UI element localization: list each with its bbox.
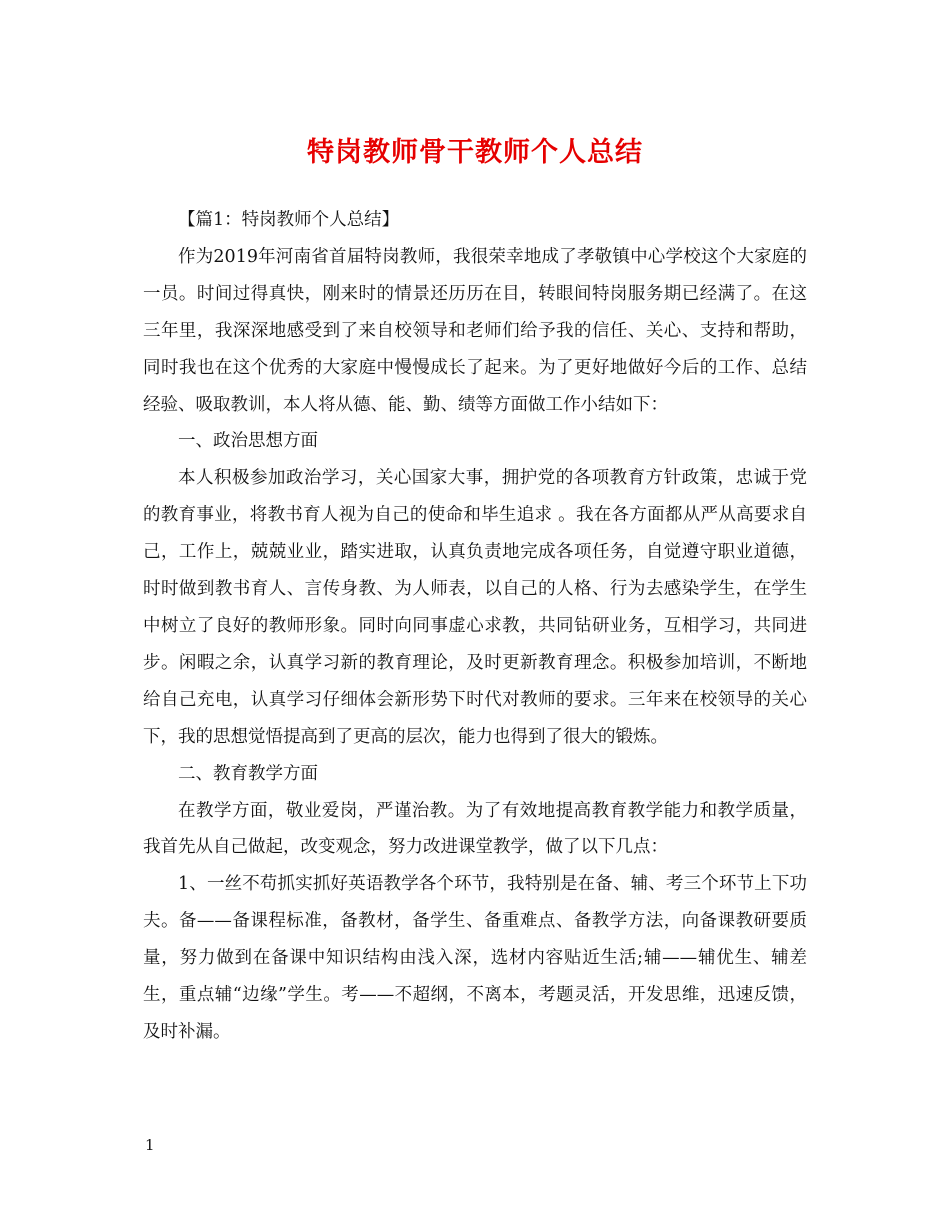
section-heading: 二、教育教学方面 [178, 763, 318, 784]
section-heading: 一、政治思想方面 [178, 431, 318, 452]
paragraph: 在教学方面，敬业爱岗，严谨治教。为了有效地提高教育教学能力和教学质量，我首先从自己做起，改变观念，努力改进课堂教学，做了以下几点： [143, 800, 807, 858]
paragraph: 本人积极参加政治学习，关心国家大事，拥护党的各项教育方针政策，忠诚于党的教育事业，将教书育人视为自己的使命和毕生追求 。我在各方面都从严从高要求自己，工作上，兢兢业业，踏实进取，认真负责地完成各项任务，自觉遵守职业道德，时时做到教书育人、言传身教、为人师表，以自己的人格、行为去感染学生，在学生中树立了良好的教师形象。同时向同事虚心求教，共同钻研业务，互相学习，共同进步。闲暇之余，认真学习新的教育理论，及时更新教育理念。积极参加培训，不断地给自己充电，认真学习仔细体会新形势下时代对教师的要求。三年来在校领导的关心下，我的思想觉悟提高到了更高的层次，能力也得到了很大的锻炼。 [143, 468, 807, 747]
document-title: 特岗教师骨干教师个人总结 [307, 137, 643, 168]
paragraph: 作为2019年河南省首届特岗教师，我很荣幸地成了孝敬镇中心学校这个大家庭的一员。时间过得真快，刚来时的情景还历历在目，转眼间特岗服务期已经满了。在这三年里，我深深地感受到了来自校领导和老师们给予我的信任、关心、支持和帮助，同时我也在这个优秀的大家庭中慢慢成长了起来。为了更好地做好今后的工作、总结经验、吸取教训，本人将从德、能、勤、绩等方面做工作小结如下： [143, 246, 807, 415]
page-number: 1 [145, 1136, 155, 1154]
document-body [143, 202, 807, 1051]
paragraph: 1、一丝不苟抓实抓好英语教学各个环节，我特别是在备、辅、考三个环节上下功夫。备——备课程标准，备教材，备学生、备重难点、备教学方法，向备课教研要质量，努力做到在备课中知识结构由浅入深，选材内容贴近生活;辅——辅优生、辅差生，重点辅“边缘”学生。考——不超纲，不离本，考题灵活，开发思维，迅速反馈，及时补漏。 [143, 874, 807, 1042]
section-heading: 【篇1：特岗教师个人总结】 [178, 210, 400, 230]
